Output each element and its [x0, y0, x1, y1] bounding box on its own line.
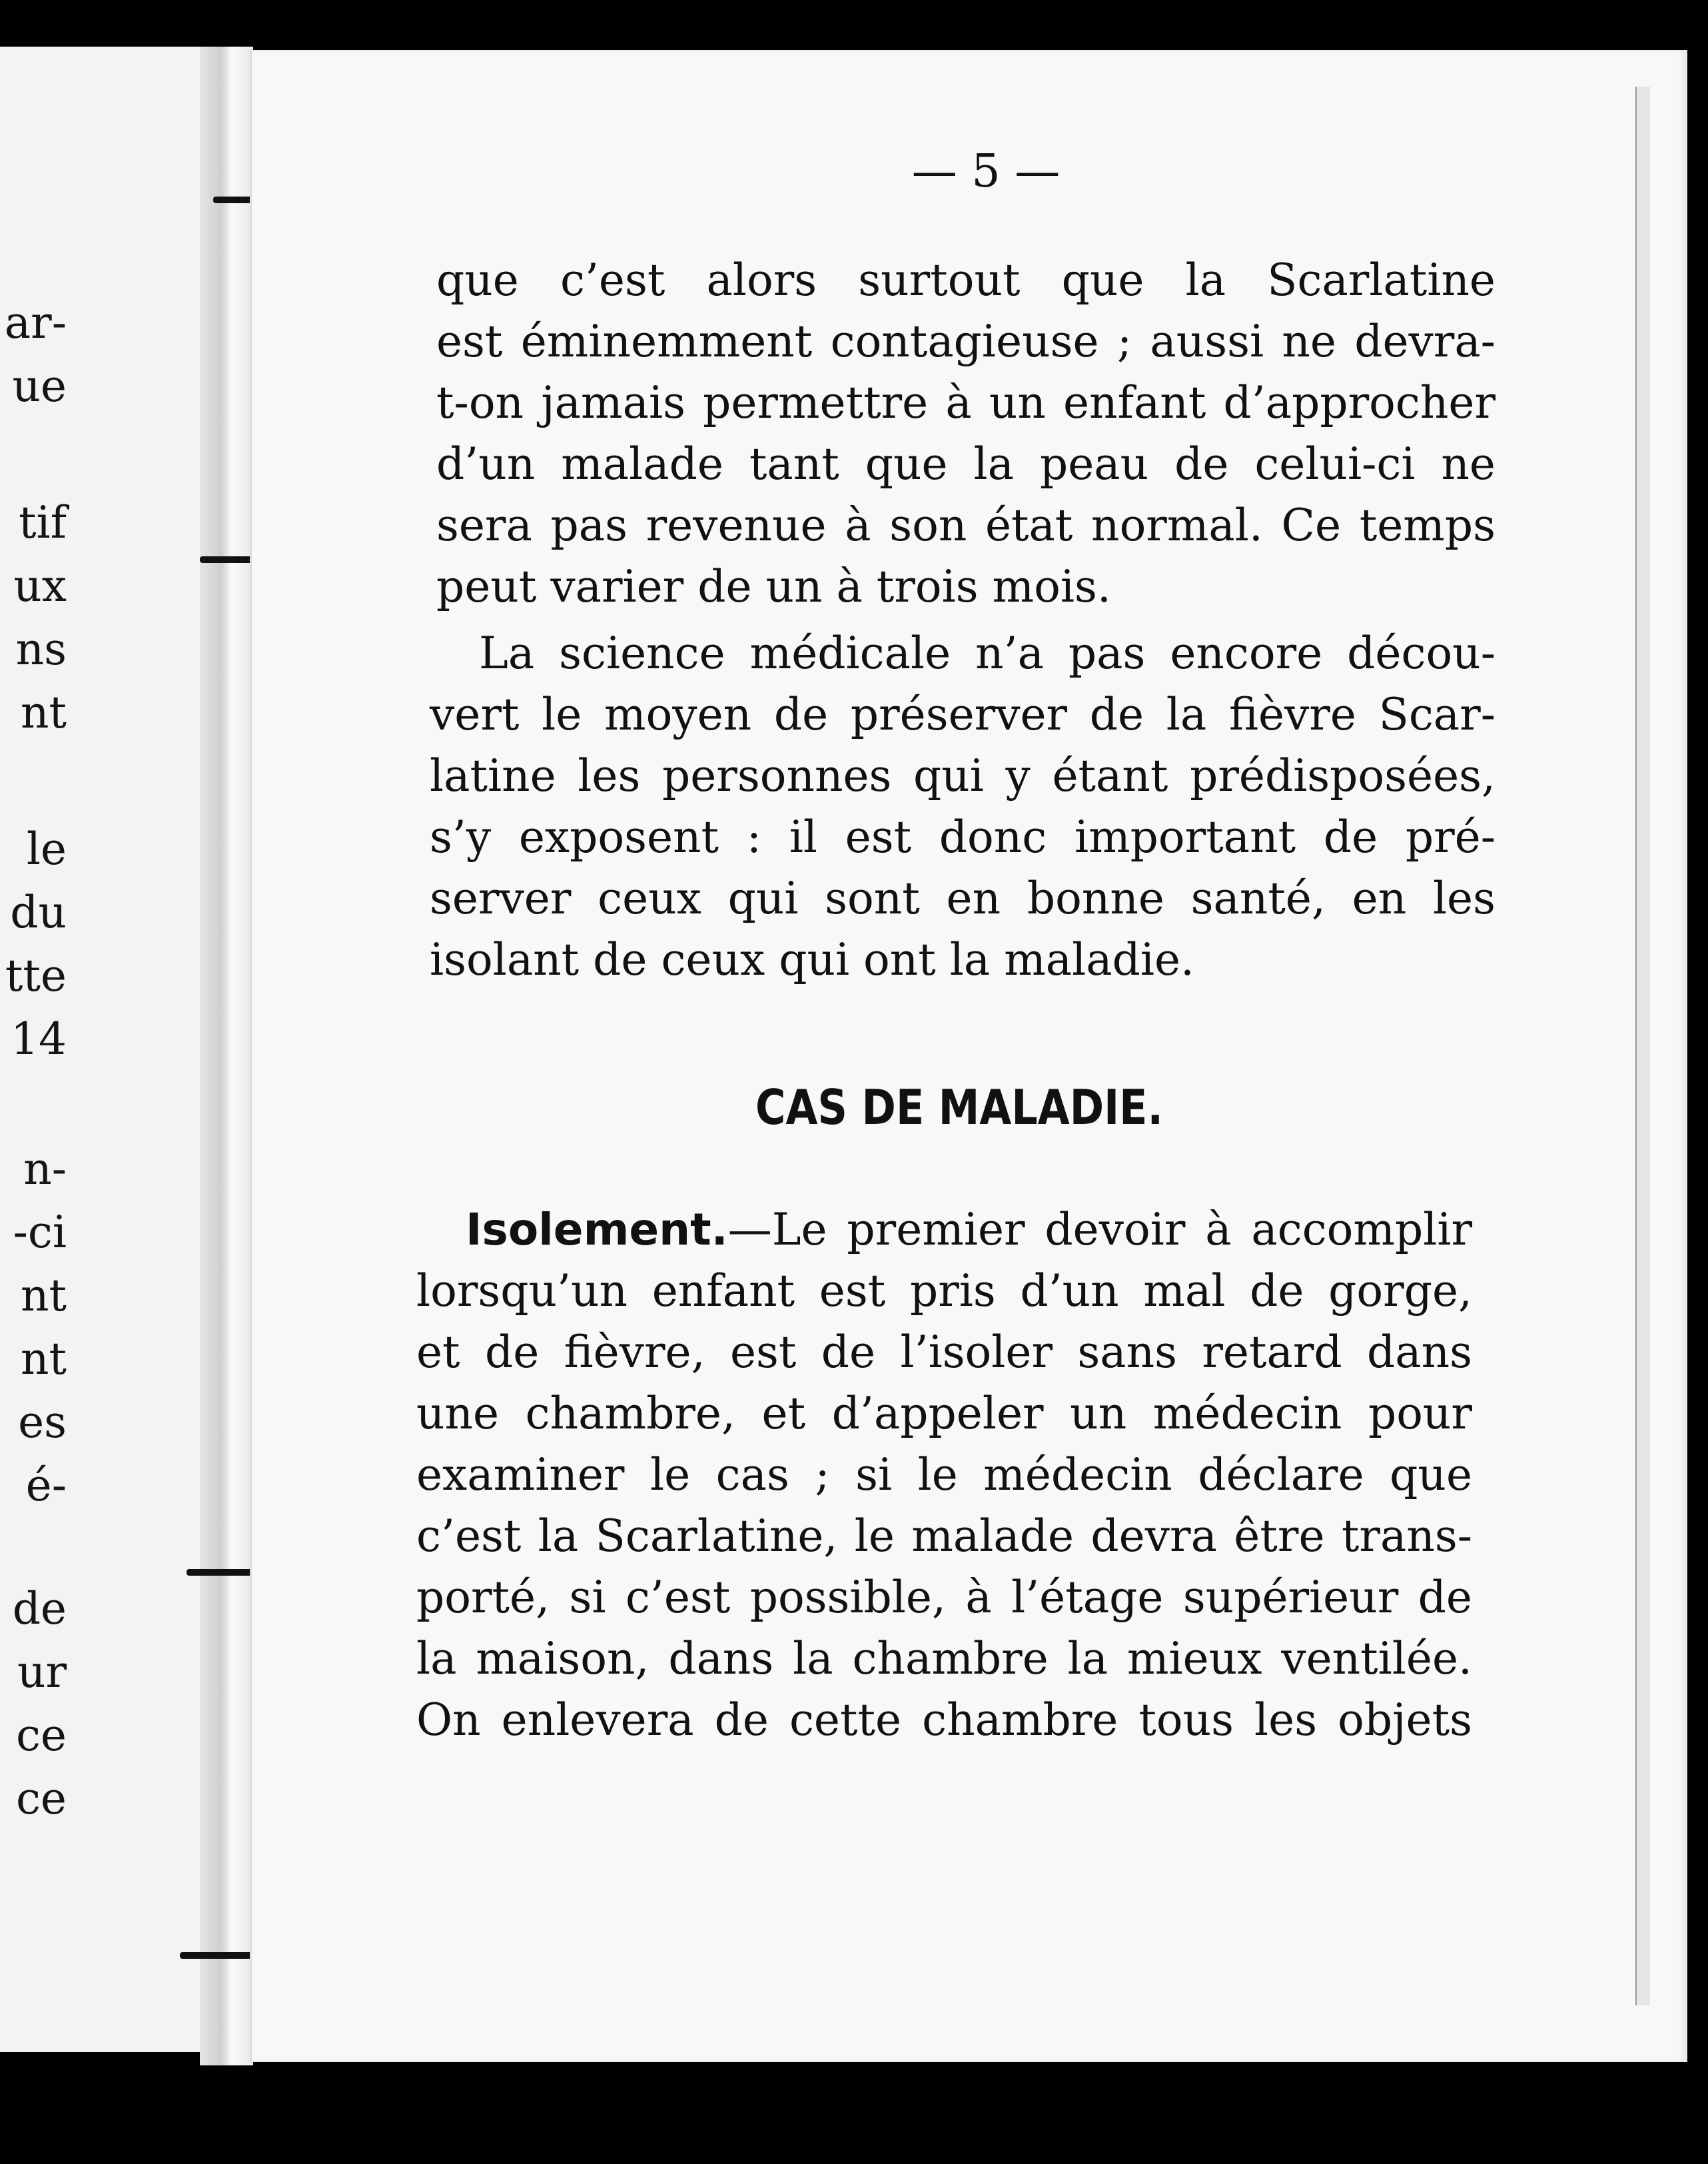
left-page-fragment: le: [26, 823, 67, 875]
left-page-fragment: ux: [13, 560, 67, 612]
text-line: isolant de ceux qui ont la maladie.: [430, 934, 1195, 985]
left-page-fragment: ns: [15, 624, 67, 675]
left-page-fragment: ce: [15, 1710, 67, 1761]
text-line: t-on jamais permettre à un enfant d’approcher: [436, 377, 1495, 428]
left-page-fragment: ce: [15, 1773, 67, 1824]
binding-stitch: [187, 1569, 260, 1576]
text-line: s’y exposent : il est donc important de pré-: [430, 812, 1495, 863]
text-line: On enlevera de cette chambre tous les objets: [416, 1694, 1472, 1746]
left-page-fragment: du: [10, 887, 67, 938]
book-gutter: [200, 47, 253, 2065]
text-line: d’un malade tant que la peau de celui-ci ne: [436, 438, 1495, 490]
text-line: peut varier de un à trois mois.: [436, 561, 1111, 612]
text-line: une chambre, et d’appeler un médecin pour: [416, 1388, 1472, 1439]
left-page-fragment: tte: [5, 950, 67, 1001]
text-line: vert le moyen de préserver de la fièvre Scar-: [430, 689, 1495, 740]
text-line: c’est la Scarlatine, le malade devra être trans-: [416, 1510, 1472, 1562]
left-page-fragment: nt: [20, 1270, 67, 1321]
text-line: porté, si c’est possible, à l’étage supérieur de: [416, 1572, 1472, 1623]
run-in-heading: Isolement.: [466, 1204, 728, 1255]
text-line: lorsqu’un enfant est pris d’un mal de gorge,: [416, 1265, 1472, 1317]
page-edge: [1635, 87, 1650, 2005]
left-page-fragment: de: [12, 1583, 67, 1634]
text-line: sera pas revenue à son état normal. Ce temps: [436, 500, 1495, 551]
left-page-fragment: ur: [17, 1646, 67, 1698]
text-line: et de fièvre, est de l’isoler sans retard dans: [416, 1327, 1472, 1378]
left-page-fragment: -ci: [13, 1207, 67, 1258]
left-page-fragment: ar-: [4, 297, 67, 348]
page-number: — 5 —: [911, 145, 1061, 198]
text-line-rest: —Le premier devoir à accomplir: [727, 1204, 1472, 1255]
left-page-fragment: é-: [25, 1460, 67, 1511]
section-heading: CAS DE MALADIE.: [755, 1079, 1163, 1135]
text-line: latine les personnes qui y étant prédisposées,: [430, 750, 1495, 802]
paragraph-1: [436, 250, 1495, 618]
text-line: La science médicale n’a pas encore décou-: [479, 628, 1495, 679]
binding-stitch: [180, 1952, 253, 1959]
left-page-fragment: ue: [12, 360, 67, 412]
paragraph-3: [416, 1199, 1472, 1751]
text-line: que c’est alors surtout que la Scarlatine: [436, 255, 1495, 306]
left-page-fragment: nt: [20, 1333, 67, 1384]
left-page-fragment: n-: [23, 1143, 67, 1195]
paragraph-2: [430, 623, 1495, 991]
left-page-fragment: es: [18, 1396, 67, 1448]
text-line: [416, 1199, 1472, 1261]
text-line: la maison, dans la chambre la mieux ventilée.: [416, 1633, 1472, 1684]
left-page-fragment: tif: [18, 497, 67, 548]
text-line: server ceux qui sont en bonne santé, en les: [430, 873, 1495, 924]
left-page-fragment: nt: [20, 687, 67, 738]
text-line: examiner le cas ; si le médecin déclare que: [416, 1449, 1472, 1500]
text-line: est éminemment contagieuse ; aussi ne devra-: [436, 316, 1495, 367]
left-page-fragment: 14: [11, 1013, 67, 1065]
